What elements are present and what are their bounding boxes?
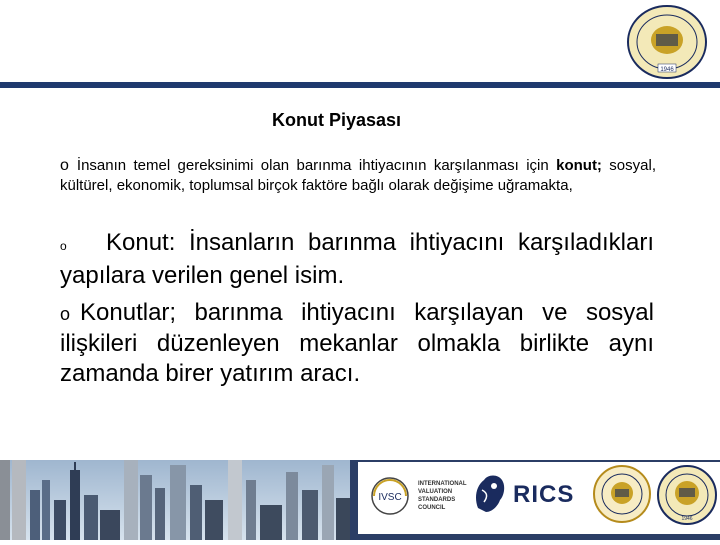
footer-seal-year: 1946 [681,516,693,522]
konut-definition-text: İnsanların barınma ihtiyacını karşıladıkları yapılara verilen genel isim. [60,229,654,289]
city-skyline-image [0,460,350,540]
bullet-marker: o [60,239,67,253]
seal-year: 1946 [660,67,674,73]
konutlar-text: Konutlar; barınma ihtiyacını karşılayan ve sosyal ilişkileri düzenleyen mekanlar olmakla birlikte aynı zamanda birer yatırım aracı. [60,299,654,387]
ivsc-logo [368,476,414,521]
ivsc-caption: INTERNATIONAL VALUATION STANDARDS COUNCIL [418,481,467,511]
konut-bold-term: Konut: [106,229,176,256]
page-title: Konut Piyasası [272,110,402,130]
bullet-marker: o [60,304,71,324]
paragraph-intro [60,156,656,196]
footer-seal-gold-logo [592,464,652,524]
header-rule [0,82,720,88]
intro-line: İnsanın temel gereksinimi olan barınma ihtiyacının karşılanması için [76,157,549,174]
ivsc-label: IVSC [378,492,402,503]
bullet-marker: o [60,157,69,174]
intro-rest: sosyal, kültürel, ekonomik, toplumsal birçok faktöre bağlı olarak değişime uğramakta, [60,157,656,194]
paragraph-konut-definition [60,228,654,291]
paragraph-konutlar [60,298,654,389]
rics-lion-icon [470,468,510,521]
intro-bold-term: konut; [556,157,602,174]
rics-label: RICS [513,481,575,508]
footer-university-seal-logo [656,464,718,526]
university-seal-logo [626,4,708,80]
